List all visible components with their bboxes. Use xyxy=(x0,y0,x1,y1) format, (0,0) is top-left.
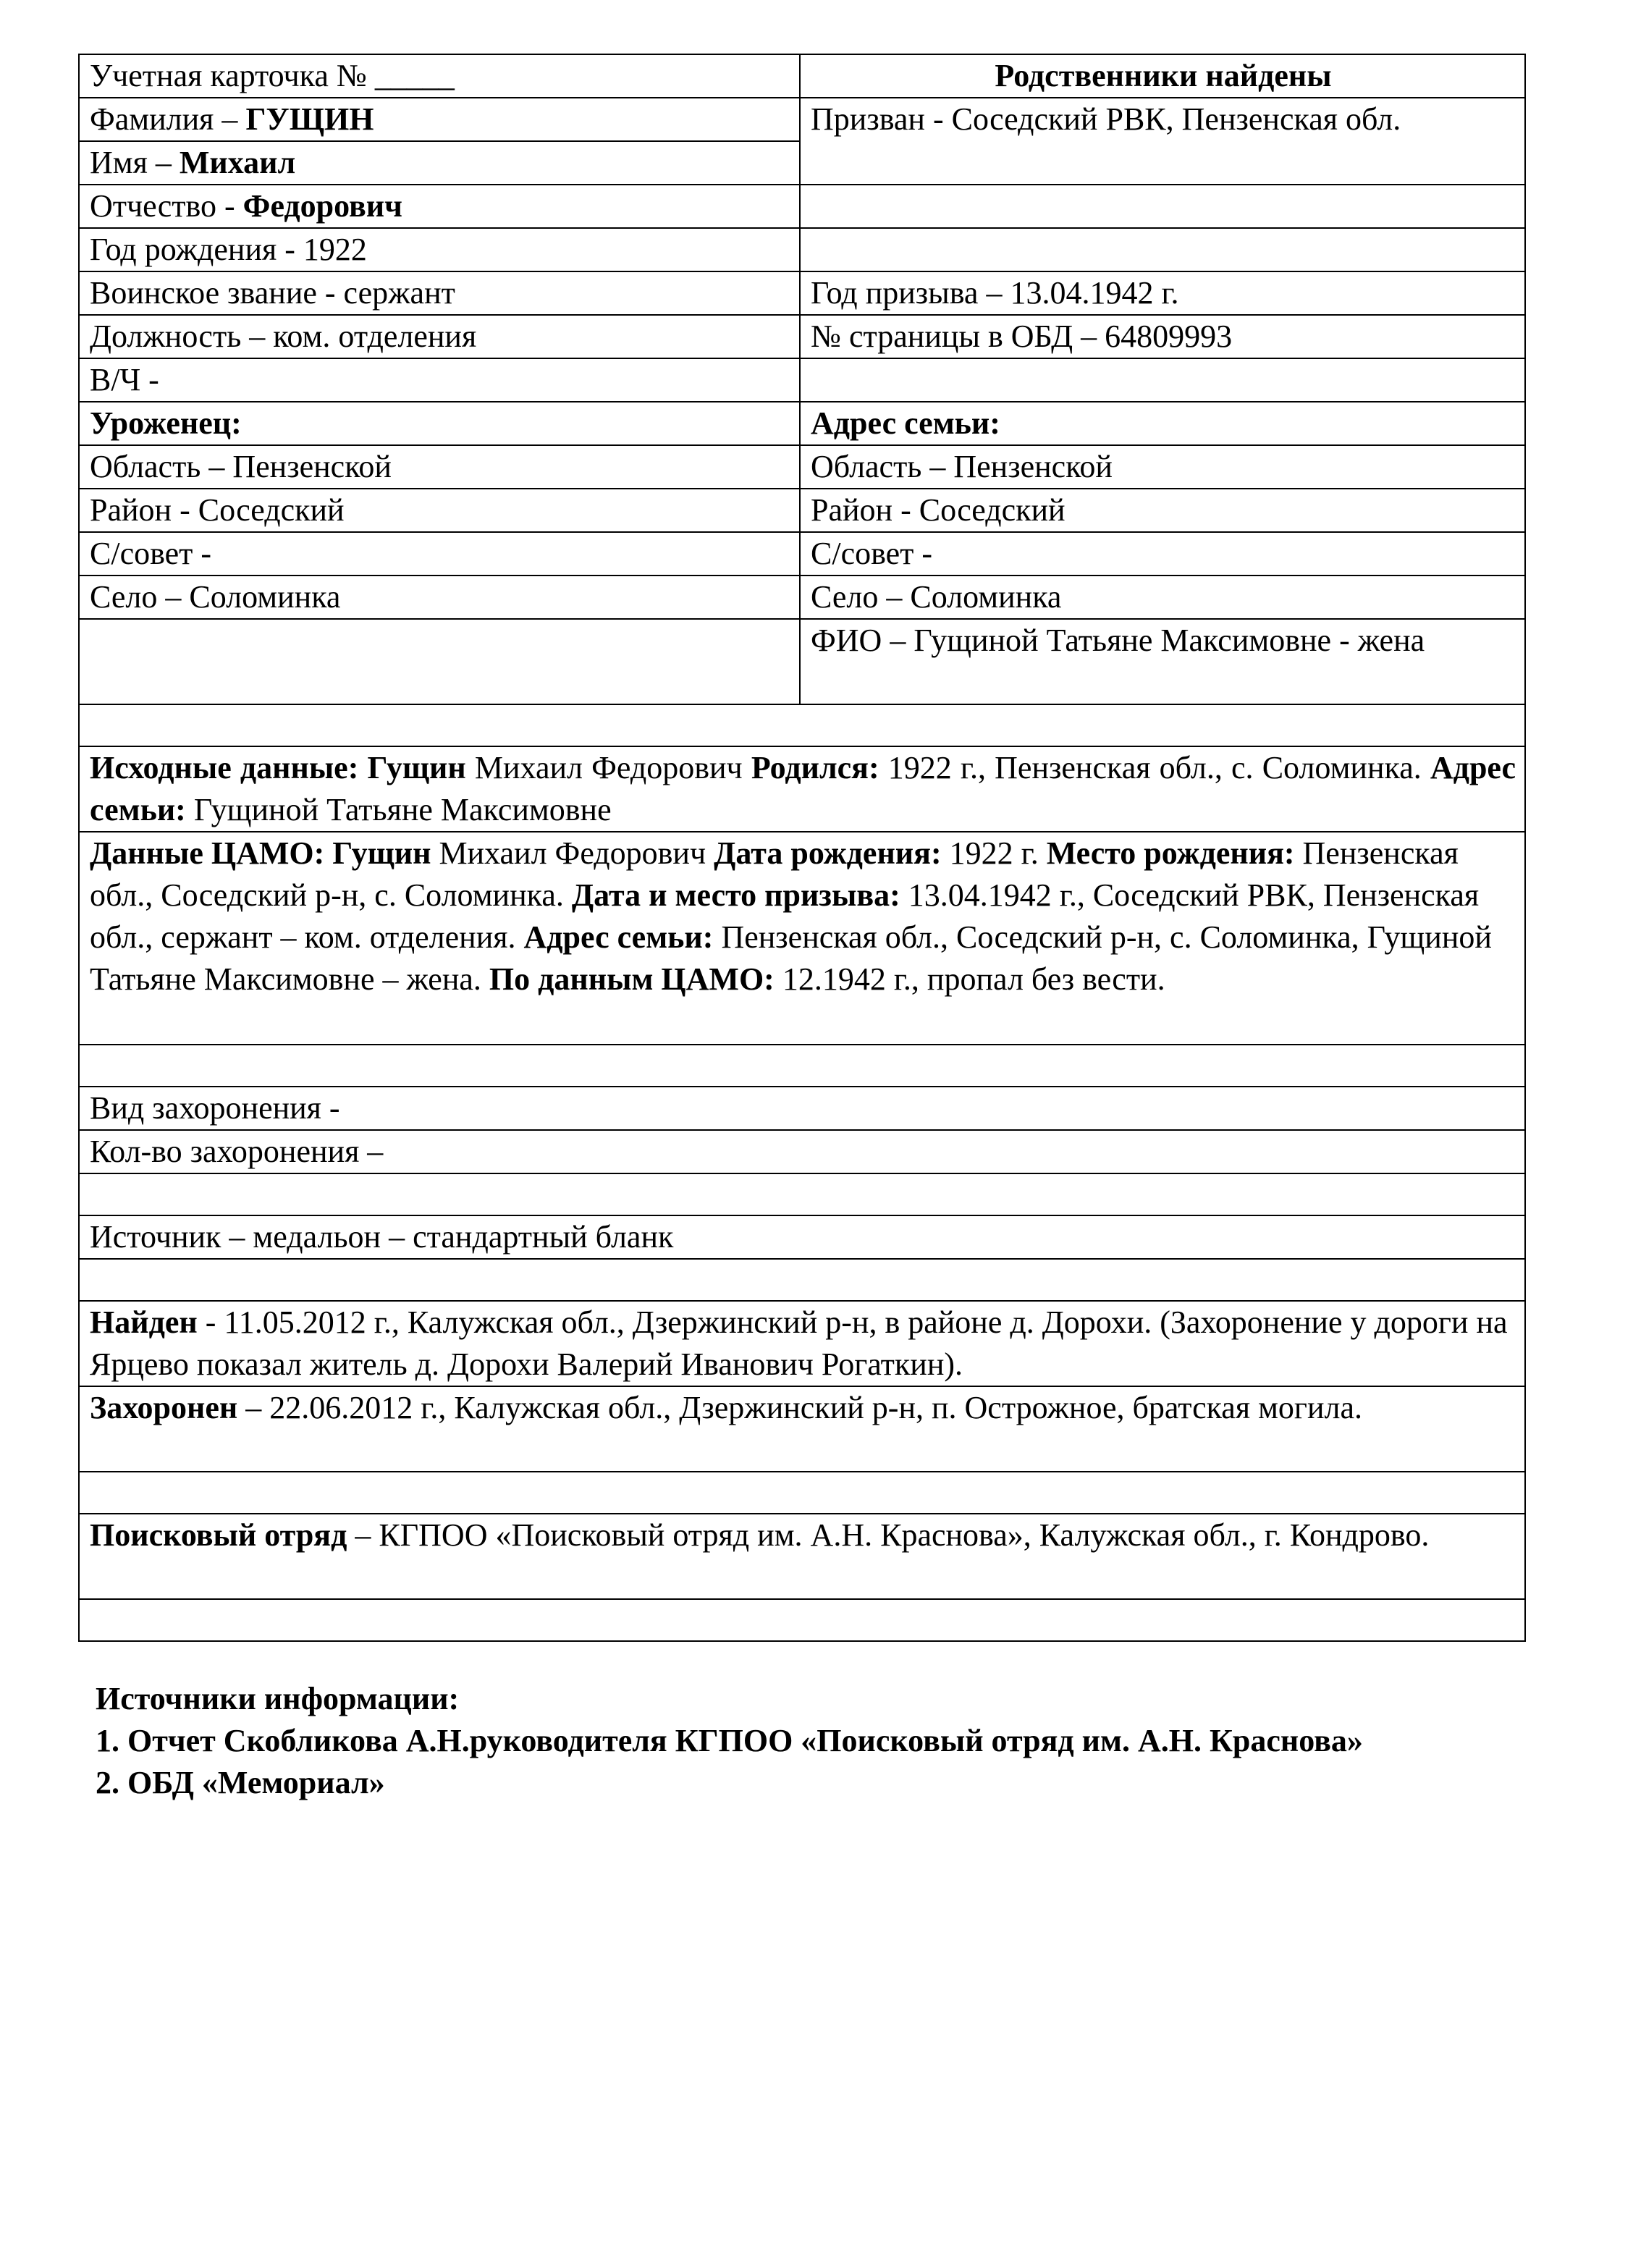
tsamo-pob: Пензенская обл., Соседский р-н, с. Соломинка. xyxy=(90,835,1459,913)
source-item-2: 2. ОБД «Мемориал» xyxy=(96,1765,385,1800)
family-region-cell: Область – Пензенской xyxy=(800,445,1525,489)
tsamo-surname: Гущин xyxy=(332,835,431,871)
burial-type-cell: Вид захоронения - xyxy=(79,1087,1525,1130)
rank-row xyxy=(79,271,1525,315)
spacer-row xyxy=(79,1599,1525,1641)
information-sources xyxy=(96,1678,1493,1804)
source-data-family-label: Адрес семьи: xyxy=(90,750,1516,827)
source-data-born-label: Родился: xyxy=(751,750,879,785)
birth-year-cell: Год рождения - 1922 xyxy=(79,228,800,271)
surname-cell xyxy=(79,98,800,141)
empty-row-cell xyxy=(79,1599,1525,1641)
buried-row xyxy=(79,1386,1525,1472)
tsamo-family: Пензенская обл., Соседский р-н, с. Соломинка, Гущиной Татьяне Максимовне – жена. xyxy=(90,919,1492,997)
source-data-cell xyxy=(79,746,1525,832)
tsamo-per: 12.1942 г., пропал без вести. xyxy=(774,961,1165,997)
card-header-row xyxy=(79,54,1525,98)
draft-year-cell: Год призыва – 13.04.1942 г. xyxy=(800,271,1525,315)
surname-label: Фамилия – xyxy=(90,101,246,137)
source-data-label: Исходные данные: xyxy=(90,750,359,785)
obd-page-cell: № страницы в ОБД – 64809993 xyxy=(800,315,1525,358)
village-council-row xyxy=(79,532,1525,576)
burial-type-row xyxy=(79,1087,1525,1130)
search-team-row xyxy=(79,1514,1525,1599)
card-number-label: Учетная карточка № xyxy=(90,58,367,93)
tsamo-per-label: По данным ЦАМО: xyxy=(489,961,775,997)
empty-cell xyxy=(79,619,800,704)
name-cell xyxy=(79,141,800,185)
tsamo-label: Данные ЦАМО: xyxy=(90,835,325,871)
native-heading-cell xyxy=(79,402,800,445)
spacer-row xyxy=(79,704,1525,746)
native-village-council-cell: С/совет - xyxy=(79,532,800,576)
buried-cell xyxy=(79,1386,1525,1472)
surname-row xyxy=(79,98,1525,141)
patronymic-cell xyxy=(79,185,800,228)
source-data-family: Гущиной Татьяне Максимовне xyxy=(185,792,612,827)
birth-year-row xyxy=(79,228,1525,271)
relatives-status: Родственники найдены xyxy=(995,58,1332,93)
card-number-blank: _____ xyxy=(374,58,455,93)
family-district-cell: Район - Соседский xyxy=(800,489,1525,532)
native-village-cell: Село – Соломинка xyxy=(79,576,800,619)
tsamo-name: Михаил Федорович xyxy=(431,835,714,871)
burial-count-cell: Кол-во захоронения – xyxy=(79,1130,1525,1173)
found-text: - 11.05.2012 г., Калужская обл., Дзержинский р-н, в районе д. Дорохи. (Захоронение у дороги на Ярцево показал житель д. Дорохи Валерий Иванович Рогаткин). xyxy=(90,1304,1508,1382)
empty-row-cell xyxy=(79,1472,1525,1514)
tsamo-cell xyxy=(79,832,1525,1045)
drafted-cell xyxy=(800,98,1525,185)
buried-label: Захоронен xyxy=(90,1390,238,1425)
tsamo-pob-label: Место рождения: xyxy=(1046,835,1295,871)
tsamo-draft-label: Дата и место призыва: xyxy=(571,877,900,913)
patronymic-row xyxy=(79,185,1525,228)
empty-row-cell xyxy=(79,1259,1525,1301)
region-row xyxy=(79,445,1525,489)
source-data-name: Михаил Федорович xyxy=(465,750,751,785)
burial-source-row xyxy=(79,1215,1525,1259)
sources-heading: Источники информации: xyxy=(96,1681,460,1716)
native-region-cell: Область – Пензенской xyxy=(79,445,800,489)
source-item-1: 1. Отчет Скобликова А.Н.руководителя КГПОО «Поисковый отряд им. А.Н. Краснова» xyxy=(96,1723,1363,1758)
empty-row-cell xyxy=(79,1173,1525,1215)
surname-value: ГУЩИН xyxy=(245,101,374,137)
unit-cell: В/Ч - xyxy=(79,358,800,402)
village-row xyxy=(79,576,1525,619)
name-value: Михаил xyxy=(179,145,296,180)
spacer-row xyxy=(79,1173,1525,1215)
source-data-born: 1922 г., Пензенская обл., с. Соломинка. xyxy=(879,750,1430,785)
search-team-text: – КГПОО «Поисковый отряд им. А.Н. Краснова», Калужская обл., г. Кондрово. xyxy=(347,1517,1430,1553)
native-heading: Уроженец: xyxy=(90,405,242,441)
patronymic-label: Отчество - xyxy=(90,188,243,224)
empty-row-cell xyxy=(79,704,1525,746)
address-heading-row xyxy=(79,402,1525,445)
search-team-label: Поисковый отряд xyxy=(90,1517,347,1553)
family-village-cell: Село – Соломинка xyxy=(800,576,1525,619)
buried-text: – 22.06.2012 г., Калужская обл., Дзержинский р-н, п. Острожное, братская могила. xyxy=(237,1390,1362,1425)
name-label: Имя – xyxy=(90,145,180,180)
tsamo-family-label: Адрес семьи: xyxy=(523,919,714,955)
family-fio-cell: ФИО – Гущиной Татьяне Максимовне - жена xyxy=(800,619,1525,704)
tsamo-dob: 1922 г. xyxy=(941,835,1047,871)
empty-cell xyxy=(800,228,1525,271)
patronymic-value: Федорович xyxy=(242,188,402,224)
tsamo-row xyxy=(79,832,1525,1045)
burial-count-row xyxy=(79,1130,1525,1173)
family-heading-cell xyxy=(800,402,1525,445)
card-number-cell xyxy=(79,54,800,98)
burial-source-cell: Источник – медальон – стандартный бланк xyxy=(79,1215,1525,1259)
relatives-status-cell xyxy=(800,54,1525,98)
drafted-value: Призван - Соседский РВК, Пензенская обл. xyxy=(811,101,1401,137)
native-district-cell: Район - Соседский xyxy=(79,489,800,532)
search-team-cell xyxy=(79,1514,1525,1599)
found-row xyxy=(79,1301,1525,1386)
unit-row xyxy=(79,358,1525,402)
found-cell xyxy=(79,1301,1525,1386)
position-cell: Должность – ком. отделения xyxy=(79,315,800,358)
tsamo-draft: 13.04.1942 г., Соседский РВК, Пензенская обл., сержант – ком. отделения. xyxy=(90,877,1480,955)
family-village-council-cell: С/совет - xyxy=(800,532,1525,576)
position-row xyxy=(79,315,1525,358)
spacer-row xyxy=(79,1259,1525,1301)
district-row xyxy=(79,489,1525,532)
empty-cell xyxy=(800,185,1525,228)
source-data-row xyxy=(79,746,1525,832)
rank-cell: Воинское звание - сержант xyxy=(79,271,800,315)
spacer-row xyxy=(79,1045,1525,1087)
family-fio-row xyxy=(79,619,1525,704)
empty-row-cell xyxy=(79,1045,1525,1087)
found-label: Найден xyxy=(90,1304,198,1340)
registration-card-table xyxy=(78,54,1526,1642)
tsamo-dob-label: Дата рождения: xyxy=(714,835,942,871)
family-heading: Адрес семьи: xyxy=(811,405,1000,441)
empty-cell xyxy=(800,358,1525,402)
spacer-row xyxy=(79,1472,1525,1514)
source-data-surname: Гущин xyxy=(367,750,466,785)
